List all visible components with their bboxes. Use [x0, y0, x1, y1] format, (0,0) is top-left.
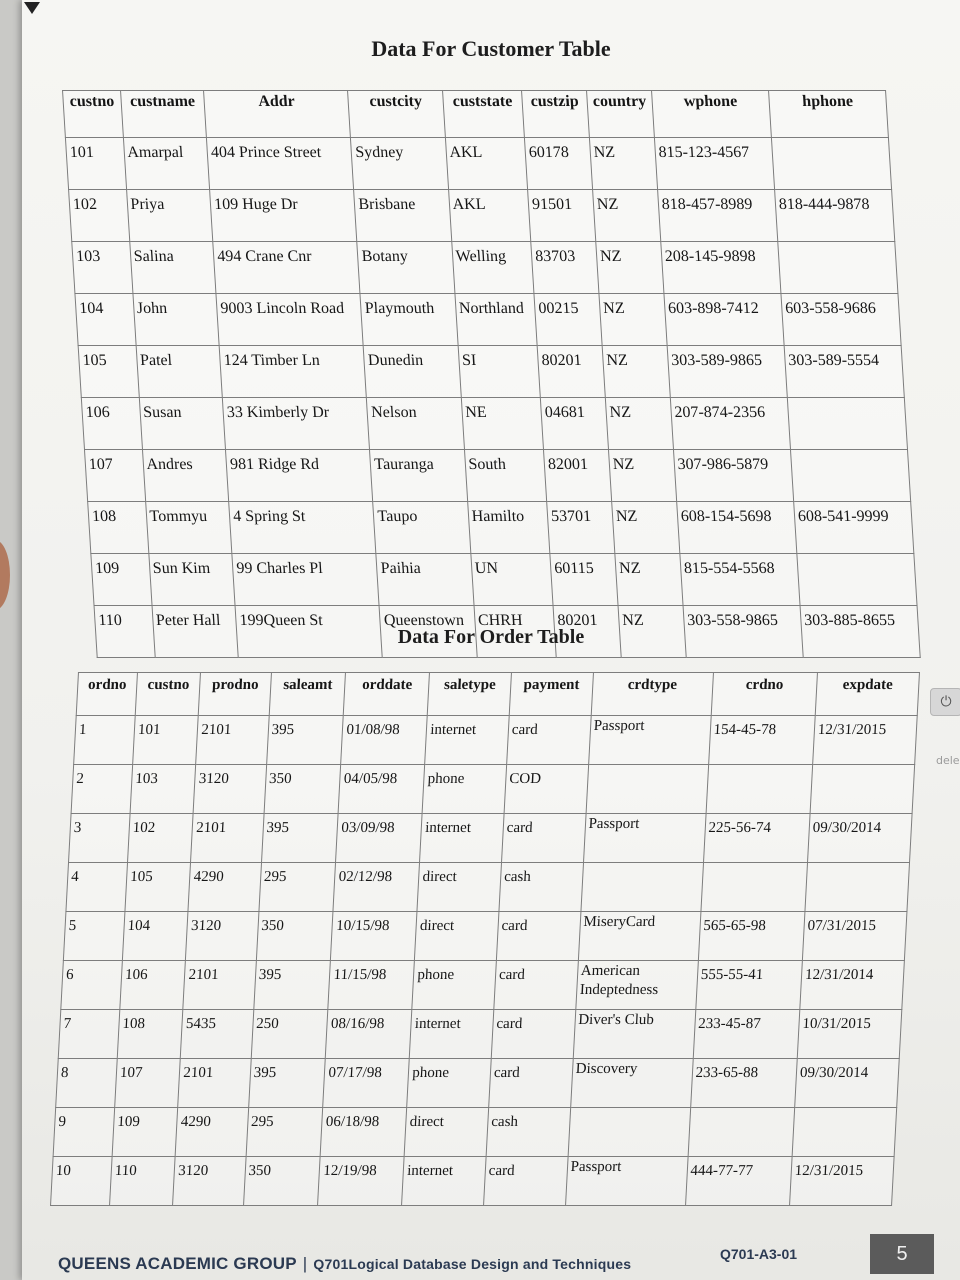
order-column-header: orddate	[344, 673, 430, 716]
customer-cell-addr: 4 Spring St	[229, 502, 376, 554]
customer-cell-addr: 199Queen St	[235, 606, 382, 658]
order-cell-expdate: 09/30/2014	[795, 1059, 900, 1108]
order-cell-custno: 105	[125, 863, 191, 912]
order-cell-orddate: 10/15/98	[331, 912, 417, 961]
footer-brand	[58, 1254, 631, 1274]
customer-cell-country: NZ	[608, 450, 676, 502]
order-cell-saleamt: 250	[251, 1010, 328, 1059]
order-table-row	[71, 765, 915, 814]
order-cell-custno: 108	[117, 1010, 183, 1059]
order-cell-saleamt: 395	[266, 716, 343, 765]
order-table-row	[66, 863, 910, 912]
order-column-header: crdtype	[591, 673, 713, 716]
customer-cell-custstate: NE	[461, 398, 544, 450]
order-cell-expdate	[805, 863, 910, 912]
order-cell-crdno: 555-55-41	[695, 961, 802, 1010]
customer-cell-wphone: 208-145-9898	[660, 242, 780, 294]
order-cell-ordno: 6	[61, 961, 123, 1010]
customer-cell-addr: 124 Timber Ln	[219, 346, 366, 398]
customer-cell-custzip: 82001	[544, 450, 612, 502]
customer-cell-wphone: 303-589-9865	[667, 346, 787, 398]
power-icon: ⏻	[930, 688, 960, 716]
customer-cell-custno: 108	[88, 502, 149, 554]
order-cell-saletype: direct	[404, 1108, 488, 1157]
customer-cell-wphone: 307-986-5879	[673, 450, 793, 502]
order-cell-saleamt: 350	[264, 765, 341, 814]
order-cell-orddate: 12/19/98	[318, 1157, 404, 1206]
order-cell-orddate: 01/08/98	[341, 716, 427, 765]
customer-table-row	[69, 190, 895, 242]
order-cell-crdtype: Passport	[583, 814, 706, 863]
order-table-row	[61, 961, 905, 1010]
customer-column-header: custstate	[442, 91, 524, 138]
customer-cell-custname: Susan	[139, 398, 226, 450]
customer-cell-custstate: UN	[470, 554, 553, 606]
customer-cell-custstate: Welling	[451, 242, 534, 294]
order-cell-saletype: internet	[410, 1010, 494, 1059]
customer-cell-custno: 103	[72, 242, 133, 294]
customer-cell-custname: Patel	[136, 346, 223, 398]
order-cell-custno: 110	[109, 1157, 175, 1206]
order-cell-prodno: 2101	[196, 716, 269, 765]
customer-cell-country: NZ	[618, 606, 686, 658]
order-cell-saletype: phone	[412, 961, 496, 1010]
order-table-row	[51, 1157, 895, 1206]
order-column-header: ordno	[76, 673, 137, 716]
customer-cell-country: NZ	[592, 190, 660, 242]
order-cell-payment: card	[501, 814, 585, 863]
customer-cell-custstate: AKL	[445, 138, 528, 190]
order-cell-saletype: internet	[402, 1157, 486, 1206]
customer-cell-custzip: 83703	[531, 242, 599, 294]
order-cell-ordno: 10	[51, 1157, 113, 1206]
order-cell-payment: cash	[499, 863, 583, 912]
order-table-title: Data For Order Table	[397, 626, 585, 648]
customer-cell-custzip: 80201	[553, 606, 621, 658]
order-cell-saletype: direct	[415, 912, 499, 961]
order-cell-saleamt: 295	[246, 1108, 323, 1157]
order-cell-payment: card	[483, 1157, 567, 1206]
customer-cell-wphone: 608-154-5698	[676, 502, 796, 554]
order-table-row	[74, 716, 918, 765]
customer-table-row	[75, 294, 901, 346]
customer-cell-country: NZ	[602, 346, 670, 398]
order-cell-orddate: 04/05/98	[339, 765, 425, 814]
order-cell-saletype: internet	[420, 814, 504, 863]
order-cell-crdtype: Passport	[565, 1157, 688, 1206]
customer-cell-hphone: 303-885-8655	[800, 606, 920, 658]
customer-table-row	[91, 554, 917, 606]
order-cell-crdtype	[568, 1108, 691, 1157]
order-cell-custno: 102	[127, 814, 193, 863]
customer-column-header: custno	[63, 91, 123, 138]
customer-cell-custstate: Hamilto	[467, 502, 550, 554]
order-cell-orddate: 07/17/98	[323, 1059, 409, 1108]
order-cell-payment: card	[494, 961, 578, 1010]
customer-header-row	[63, 91, 889, 138]
order-cell-crdtype: MiseryCard	[578, 912, 701, 961]
order-cell-orddate: 03/09/98	[336, 814, 422, 863]
customer-cell-custcity: Brisbane	[354, 190, 451, 242]
order-cell-prodno: 4290	[176, 1108, 249, 1157]
customer-cell-custno: 105	[78, 346, 139, 398]
order-cell-prodno: 2101	[191, 814, 264, 863]
customer-cell-custstate: South	[464, 450, 547, 502]
customer-cell-custzip: 60115	[550, 554, 618, 606]
order-cell-ordno: 3	[69, 814, 131, 863]
customer-table-title: Data For Customer Table	[371, 36, 611, 61]
order-cell-saleamt: 350	[243, 1157, 320, 1206]
customer-cell-addr: 33 Kimberly Dr	[222, 398, 369, 450]
customer-cell-wphone: 815-554-5568	[680, 554, 800, 606]
order-cell-custno: 103	[130, 765, 196, 814]
order-cell-saleamt: 395	[261, 814, 338, 863]
order-header-row	[76, 673, 919, 716]
customer-column-header: hphone	[768, 91, 888, 138]
order-cell-ordno: 8	[56, 1059, 118, 1108]
document-page	[22, 0, 960, 1280]
customer-cell-hphone: 303-589-5554	[784, 346, 904, 398]
order-cell-crdno	[706, 765, 813, 814]
customer-cell-custname: Priya	[126, 190, 213, 242]
customer-cell-custcity: Tauranga	[370, 450, 467, 502]
footer-separator: |	[302, 1254, 308, 1273]
customer-column-header: custcity	[348, 91, 445, 138]
customer-cell-custno: 104	[75, 294, 136, 346]
customer-cell-custcity: Dunedin	[364, 346, 461, 398]
customer-cell-custcity: Nelson	[367, 398, 464, 450]
customer-table	[62, 90, 921, 658]
customer-cell-custzip: 60178	[524, 138, 592, 190]
customer-cell-custname: Amarpal	[123, 138, 210, 190]
customer-cell-custcity: Botany	[357, 242, 454, 294]
customer-cell-custstate: CHRH	[474, 606, 557, 658]
customer-cell-custzip: 53701	[547, 502, 615, 554]
customer-cell-wphone: 207-874-2356	[670, 398, 790, 450]
order-cell-payment: card	[491, 1010, 575, 1059]
order-cell-custno: 104	[122, 912, 188, 961]
customer-cell-custzip: 04681	[540, 398, 608, 450]
order-cell-payment: COD	[504, 765, 588, 814]
order-cell-crdno: 154-45-78	[708, 716, 815, 765]
order-cell-prodno: 3120	[186, 912, 259, 961]
order-cell-crdno: 225-56-74	[703, 814, 810, 863]
order-cell-ordno: 4	[66, 863, 128, 912]
order-cell-ordno: 9	[53, 1108, 115, 1157]
order-cell-orddate: 02/12/98	[333, 863, 419, 912]
customer-column-header: custname	[120, 91, 207, 138]
corner-arrow-icon	[24, 2, 40, 14]
customer-cell-country: NZ	[589, 138, 657, 190]
order-cell-payment: card	[489, 1059, 573, 1108]
order-cell-saletype: internet	[425, 716, 509, 765]
customer-cell-custno: 106	[81, 398, 142, 450]
order-cell-expdate: 12/31/2015	[813, 716, 918, 765]
customer-cell-custname: Tommyu	[145, 502, 232, 554]
order-cell-saleamt: 295	[259, 863, 336, 912]
customer-cell-wphone: 603-898-7412	[664, 294, 784, 346]
customer-cell-custname: Salina	[129, 242, 216, 294]
customer-cell-addr: 9003 Lincoln Road	[216, 294, 363, 346]
order-cell-expdate: 12/31/2014	[800, 961, 905, 1010]
customer-cell-country: NZ	[599, 294, 667, 346]
customer-cell-custcity: Sydney	[351, 138, 448, 190]
footer-institution: QUEENS ACADEMIC GROUP	[58, 1254, 297, 1273]
customer-cell-custzip: 80201	[537, 346, 605, 398]
customer-cell-custno: 101	[65, 138, 126, 190]
order-cell-expdate: 09/30/2014	[807, 814, 912, 863]
customer-cell-custname: John	[132, 294, 219, 346]
customer-cell-hphone	[771, 138, 891, 190]
background-text: dele	[936, 754, 960, 767]
customer-cell-hphone: 603-558-9686	[781, 294, 901, 346]
customer-cell-custno: 107	[84, 450, 145, 502]
order-table-row	[53, 1108, 897, 1157]
customer-cell-country: NZ	[615, 554, 683, 606]
order-column-header: custno	[135, 673, 201, 716]
customer-column-header: wphone	[651, 91, 771, 138]
order-column-header: saleamt	[269, 673, 346, 716]
customer-table-row	[72, 242, 898, 294]
customer-cell-country: NZ	[596, 242, 664, 294]
customer-table-row	[78, 346, 904, 398]
order-table-row	[58, 1010, 902, 1059]
customer-cell-hphone	[778, 242, 898, 294]
customer-cell-custno: 102	[69, 190, 130, 242]
customer-cell-hphone	[790, 450, 910, 502]
order-table-row	[56, 1059, 900, 1108]
order-cell-crdno: 233-45-87	[693, 1010, 800, 1059]
order-cell-ordno: 2	[71, 765, 133, 814]
footer-document-code: Q701-A3-01	[720, 1246, 798, 1262]
customer-cell-custname: Peter Hall	[152, 606, 239, 658]
customer-column-header: Addr	[204, 91, 351, 138]
customer-cell-addr: 404 Prince Street	[207, 138, 354, 190]
customer-cell-country: NZ	[605, 398, 673, 450]
customer-cell-addr: 109 Huge Dr	[210, 190, 357, 242]
order-cell-expdate: 10/31/2015	[797, 1010, 902, 1059]
order-cell-crdno: 444-77-77	[685, 1157, 792, 1206]
order-cell-ordno: 7	[58, 1010, 120, 1059]
order-cell-crdno: 233-65-88	[690, 1059, 797, 1108]
order-column-header: saletype	[428, 673, 512, 716]
customer-cell-custcity: Queenstown	[380, 606, 477, 658]
customer-cell-custzip: 00215	[534, 294, 602, 346]
customer-table-row	[65, 138, 891, 190]
order-cell-ordno: 5	[63, 912, 125, 961]
order-column-header: crdno	[711, 673, 818, 716]
customer-cell-custcity: Taupo	[373, 502, 470, 554]
order-cell-payment: card	[496, 912, 580, 961]
customer-cell-custzip: 91501	[528, 190, 596, 242]
order-cell-expdate	[810, 765, 915, 814]
order-cell-prodno: 2101	[183, 961, 256, 1010]
customer-cell-addr: 99 Charles Pl	[232, 554, 379, 606]
page-number: 5	[870, 1234, 934, 1274]
order-cell-crdno	[688, 1108, 795, 1157]
order-cell-orddate: 08/16/98	[326, 1010, 412, 1059]
customer-cell-wphone: 818-457-8989	[657, 190, 777, 242]
order-table	[50, 672, 920, 1206]
order-cell-prodno: 4290	[188, 863, 261, 912]
customer-cell-custstate: Northland	[455, 294, 538, 346]
customer-cell-custno: 109	[91, 554, 152, 606]
order-cell-expdate	[792, 1108, 897, 1157]
order-cell-crdno	[701, 863, 808, 912]
customer-table-row	[84, 450, 910, 502]
order-cell-saletype: phone	[407, 1059, 491, 1108]
order-column-header: payment	[509, 673, 593, 716]
order-cell-ordno: 1	[74, 716, 136, 765]
order-cell-prodno: 2101	[178, 1059, 251, 1108]
customer-cell-wphone: 303-558-9865	[683, 606, 803, 658]
customer-table-row	[88, 502, 914, 554]
customer-table-row	[81, 398, 907, 450]
customer-cell-custname: Sun Kim	[148, 554, 235, 606]
order-column-header: expdate	[815, 673, 919, 716]
customer-cell-custno: 110	[94, 606, 155, 658]
customer-cell-hphone	[797, 554, 917, 606]
order-cell-saleamt: 350	[256, 912, 333, 961]
order-cell-crdno: 565-65-98	[698, 912, 805, 961]
customer-cell-hphone: 818-444-9878	[774, 190, 894, 242]
finger	[0, 540, 10, 610]
customer-cell-addr: 494 Crane Cnr	[213, 242, 360, 294]
order-cell-custno: 101	[133, 716, 199, 765]
order-cell-custno: 109	[112, 1108, 178, 1157]
order-cell-crdtype: Discovery	[570, 1059, 693, 1108]
order-cell-custno: 106	[120, 961, 186, 1010]
customer-cell-custname: Andres	[142, 450, 229, 502]
customer-cell-wphone: 815-123-4567	[654, 138, 774, 190]
order-column-header: prodno	[199, 673, 272, 716]
customer-cell-custcity: Paihia	[376, 554, 473, 606]
customer-cell-custstate: SI	[458, 346, 541, 398]
customer-cell-hphone: 608-541-9999	[793, 502, 913, 554]
order-cell-orddate: 11/15/98	[328, 961, 414, 1010]
customer-cell-custcity: Playmouth	[360, 294, 457, 346]
order-cell-expdate: 07/31/2015	[802, 912, 907, 961]
customer-column-header: country	[586, 91, 654, 138]
order-table-row	[69, 814, 913, 863]
customer-cell-hphone	[787, 398, 907, 450]
order-cell-prodno: 5435	[181, 1010, 254, 1059]
order-cell-crdtype	[580, 863, 703, 912]
order-table-row	[63, 912, 907, 961]
order-cell-prodno: 3120	[173, 1157, 246, 1206]
customer-cell-country: NZ	[612, 502, 680, 554]
order-cell-crdtype: Passport	[588, 716, 711, 765]
order-cell-crdtype: Diver's Club	[573, 1010, 696, 1059]
order-cell-crdtype: American Indeptedness	[575, 961, 698, 1010]
order-cell-custno: 107	[115, 1059, 181, 1108]
order-cell-saletype: phone	[422, 765, 506, 814]
footer-course: Q701Logical Database Design and Techniques	[313, 1256, 632, 1272]
order-cell-payment: card	[507, 716, 591, 765]
customer-column-header: custzip	[522, 91, 590, 138]
customer-cell-addr: 981 Ridge Rd	[226, 450, 373, 502]
order-cell-orddate: 06/18/98	[321, 1108, 407, 1157]
order-cell-saleamt: 395	[248, 1059, 325, 1108]
customer-cell-custstate: AKL	[448, 190, 531, 242]
order-cell-prodno: 3120	[193, 765, 266, 814]
order-cell-saletype: direct	[417, 863, 501, 912]
order-cell-expdate: 12/31/2015	[789, 1157, 894, 1206]
order-cell-crdtype	[586, 765, 709, 814]
order-cell-payment: cash	[486, 1108, 570, 1157]
order-cell-saleamt: 395	[253, 961, 330, 1010]
